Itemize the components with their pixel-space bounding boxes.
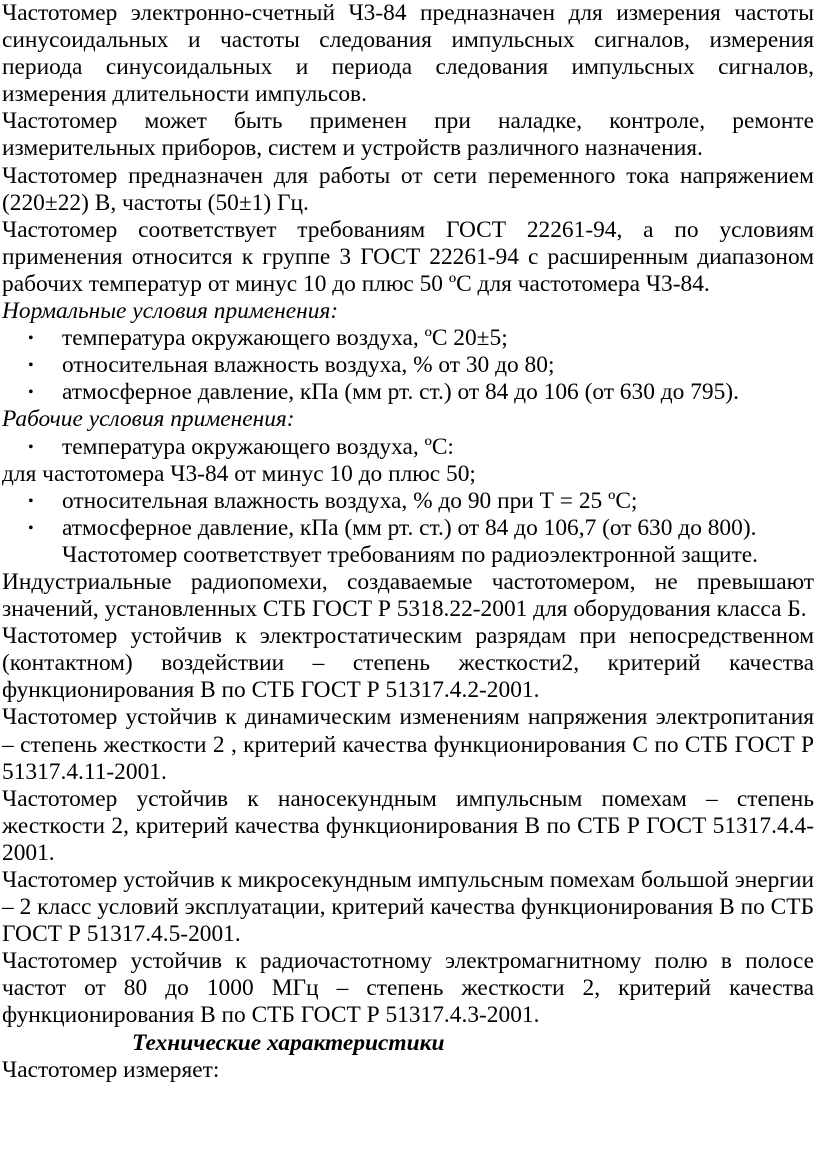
- section-heading: Технические характеристики: [132, 1029, 445, 1056]
- list-item: • относительная влажность воздуха, % до 90 при Т = 25 ºС;: [28, 487, 638, 514]
- protection-line: Частотомер соответствует требованиям по радиоэлектронной защите.: [62, 541, 758, 568]
- power-paragraph: Частотомер предназначен для работы от сети переменного тока напряжением (220±22) В, частоты (50±1) Гц.: [2, 162, 814, 216]
- list-item: • атмосферное давление, кПа (мм рт. ст.) от 84 до 106,7 (от 630 до 800).: [28, 514, 757, 541]
- bullet-icon: •: [28, 438, 34, 456]
- emc-rf-field: Частотомер устойчив к радиочастотному электромагнитному полю в полосе частот от 80 до 1000 МГц – степень жесткости 2, критерий качества функционирования В по СТБ ГОСТ Р 51317.4.3-2001.: [2, 948, 814, 1029]
- emc-microsecond: Частотомер устойчив к микросекундным импульсным помехам большой энергии – 2 класс условий эксплуатации, критерий качества функционирования В по СТБ ГОСТ Р 51317.4.5-2001.: [2, 867, 814, 948]
- intro-paragraph: Частотомер электронно-счетный Ч3-84 предназначен для измерения частоты синусоидальных и частоты следования импульсных сигналов, измерения периода синусоидальных и периода следования импульсных сигналов, измерения длительности импульсов.: [2, 0, 814, 108]
- emc-radio-interference: Индустриальные радиопомехи, создаваемые частотомером, не превышают значений, установленных СТБ ГОСТ Р 5318.22-2001 для оборудования класса Б.: [2, 568, 814, 623]
- working-conditions-title: Рабочие условия применения:: [2, 406, 295, 433]
- list-item: • относительная влажность воздуха, % от 30 до 80;: [28, 352, 555, 379]
- list-item: • температура окружающего воздуха, ºС 20±5;: [28, 325, 508, 352]
- emc-voltage-dips: Частотомер устойчив к динамическим изменениям напряжения электропитания – степень жесткости 2 , критерий качества функционирования С по СТБ ГОСТ Р 51317.4.11-2001.: [2, 704, 814, 785]
- standards-paragraph: Частотомер соответствует требованиям ГОСТ 22261-94, а по условиям применения относится к группе 3 ГОСТ 22261-94 с расширенным диапазоном рабочих температур от минус 10 до плюс 50 ºС для частотомера Ч3-84.: [2, 216, 814, 297]
- emc-electrostatic: Частотомер устойчив к электростатическим разрядам при непосредственном (контактном) воздействии – степень жесткости2, критерий качества функционирования В по СТБ ГОСТ Р 51317.4.2-2001.: [2, 623, 814, 704]
- document-page: [2, 0, 814, 1084]
- list-item: • атмосферное давление, кПа (мм рт. ст.) от 84 до 106 (от 630 до 795).: [28, 379, 739, 406]
- normal-conditions-title: Нормальные условия применения:: [2, 298, 339, 325]
- bullet-icon: •: [28, 519, 34, 537]
- bullet-icon: •: [28, 330, 34, 348]
- normal-conditions-list: [2, 325, 814, 406]
- bullet-icon: •: [28, 384, 34, 402]
- bullet-icon: •: [28, 492, 34, 510]
- emc-nanosecond: Частотомер устойчив к наносекундным импульсным помехам – степень жесткости 2, критерий качества функционирования В по СТБ Р ГОСТ 51317.4.4-2001.: [2, 785, 814, 866]
- measures-line: Частотомер измеряет:: [2, 1056, 220, 1083]
- list-item: • температура окружающего воздуха, ºС:: [28, 433, 454, 460]
- working-conditions-note: для частотомера Ч3-84 от минус 10 до плюс 50;: [2, 460, 476, 487]
- working-conditions-list-b: [2, 488, 814, 542]
- bullet-icon: •: [28, 357, 34, 375]
- working-conditions-list-a: [2, 434, 814, 461]
- application-paragraph: Частотомер может быть применен при наладке, контроле, ремонте измерительных приборов, систем и устройств различного назначения.: [2, 108, 814, 162]
